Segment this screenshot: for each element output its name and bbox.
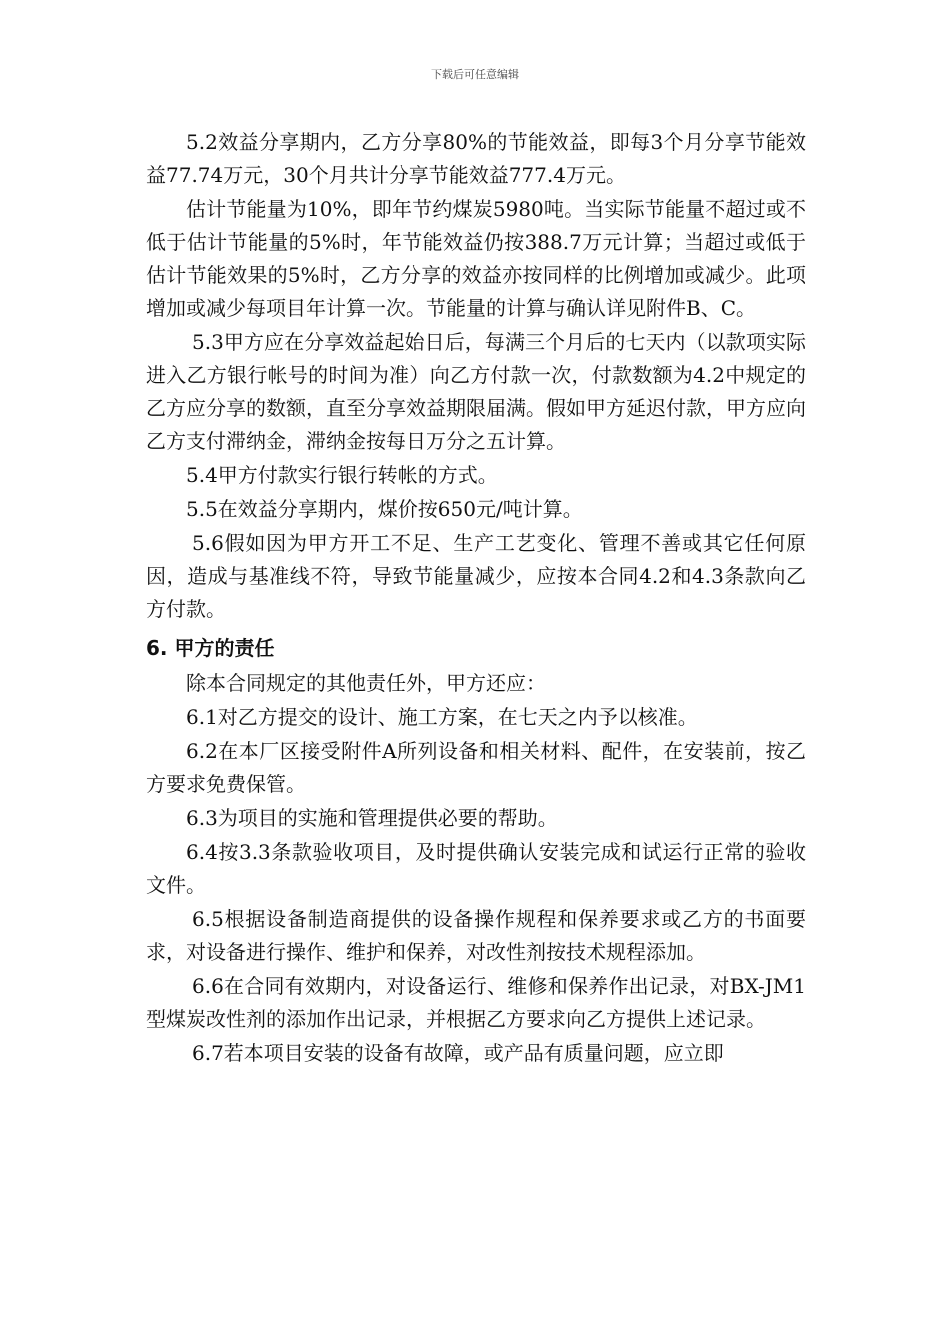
- document-body: [146, 126, 806, 1070]
- clause-6-2: 6.2在本厂区接受附件A所列设备和相关材料、配件，在安装前，按乙方要求免费保管。: [146, 739, 806, 796]
- clause-6-7: 6.7若本项目安装的设备有故障，或产品有质量问题，应立即: [192, 1041, 724, 1065]
- clause-6-4: 6.4按3.3条款验收项目，及时提供确认安装完成和试运行正常的验收文件。: [146, 840, 806, 897]
- clause-5-2: 5.2效益分享期内，乙方分享80%的节能效益，即每3个月分享节能效益77.74万元，30个月共计分享节能效益777.4万元。: [146, 130, 806, 187]
- clause-5-3: 5.3甲方应在分享效益起始日后，每满三个月后的七天内（以款项实际进入乙方银行帐号的时间为准）向乙方付款一次，付款数额为4.2中规定的乙方应分享的数额，直至分享效益期限届满。假如甲方延迟付款，甲方应向乙方支付滞纳金，滞纳金按每日万分之五计算。: [146, 330, 806, 453]
- clause-6-3: 6.3为项目的实施和管理提供必要的帮助。: [186, 806, 558, 830]
- page-header: 下载后可任意编辑: [431, 68, 519, 81]
- section-6-intro: 除本合同规定的其他责任外，甲方还应：: [186, 671, 546, 695]
- clause-6-5: 6.5根据设备制造商提供的设备操作规程和保养要求或乙方的书面要求，对设备进行操作、维护和保养，对改性剂按技术规程添加。: [146, 907, 806, 964]
- clause-5-6: 5.6假如因为甲方开工不足、生产工艺变化、管理不善或其它任何原因，造成与基准线不符，导致节能量减少，应按本合同4.2和4.3条款向乙方付款。: [146, 531, 806, 621]
- clause-5-5: 5.5在效益分享期内，煤价按650元/吨计算。: [186, 497, 583, 521]
- clause-5-4: 5.4甲方付款实行银行转帐的方式。: [186, 463, 498, 487]
- clause-6-6: 6.6在合同有效期内，对设备运行、维修和保养作出记录，对BX-JM1型煤炭改性剂的添加作出记录，并根据乙方要求向乙方提供上述记录。: [146, 974, 806, 1031]
- clause-6-1: 6.1对乙方提交的设计、施工方案，在七天之内予以核准。: [186, 705, 698, 729]
- energy-estimate-paragraph: 估计节能量为10%，即年节约煤炭5980吨。当实际节能量不超过或不低于估计节能量的5%时，年节能效益仍按388.7万元计算；当超过或低于估计节能效果的5%时，乙方分享的效益亦按同样的比例增加或减少。此项增加或减少每项目年计算一次。节能量的计算与确认详见附件B、C。: [146, 197, 806, 320]
- section-6-heading: 6. 甲方的责任: [146, 636, 275, 660]
